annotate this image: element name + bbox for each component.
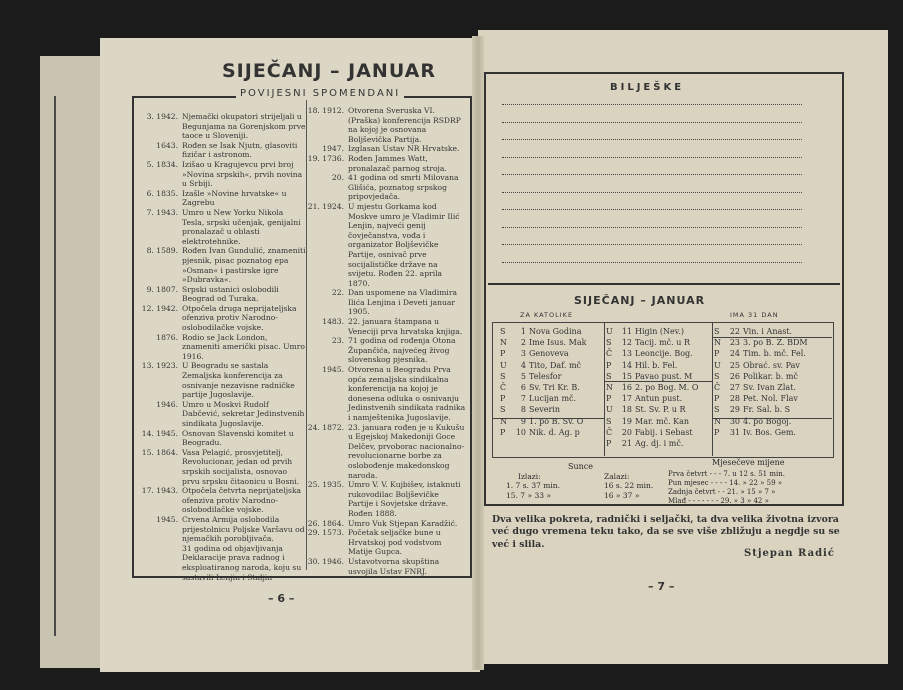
event-date: 6. 1835.: [146, 188, 178, 198]
event-text: Srpski ustanici oslobodili Beograd od Turaka.: [182, 284, 279, 304]
weekday-letter: U: [714, 360, 721, 370]
moon-heading: Mjesečeve mijene: [712, 458, 785, 467]
quote-text: Dva velika pokreta, radnički i seljački, ta dva velika životna izvora već dugo vremena teku tako, da se sve više zbližuju a negdje su se već i slila.: [492, 514, 840, 550]
event-date: 3. 1942.: [146, 112, 178, 121]
weekday-letter: S: [714, 327, 720, 336]
weekday-letter: P: [606, 394, 612, 404]
event-entry: [306, 423, 466, 481]
calendar-day-row: [714, 348, 808, 359]
event-text: Umro V. V. Kujbišev, istaknuti rukovodilac Boljševičke Partije i Sovjetske države. Rođen 1888.: [348, 480, 461, 518]
weekday-letter: P: [500, 427, 506, 437]
saint-name: Tim. b. mč. Fel.: [743, 349, 806, 359]
saint-name: Sv. Tri Kr. B.: [529, 383, 580, 393]
day-number: 12: [621, 338, 632, 348]
event-date: 14. 1945.: [141, 428, 178, 438]
day-number: 1: [520, 327, 526, 336]
calendar-day-row: [500, 382, 586, 393]
weekday-letter: P: [606, 360, 612, 370]
saint-name: Mar. mč. Kan: [635, 416, 690, 426]
event-entry: [306, 480, 466, 518]
event-date: 5. 1834.: [146, 159, 178, 169]
event-date: 21. 1924.: [307, 201, 344, 211]
event-text: Umro Vuk Stjepan Karadžić.: [348, 518, 458, 528]
calendar-day-row: [606, 438, 698, 449]
saint-name: Polikar. b. mč: [743, 371, 798, 381]
weekday-letter: S: [606, 416, 612, 426]
event-entry: [140, 189, 306, 208]
moon-row-2: Pun mjesec - - - - 14. » 22 » 59 »: [668, 479, 783, 487]
calendar-day-row: [714, 404, 808, 415]
page-gutter: [472, 36, 484, 670]
day-number: 23: [729, 338, 740, 348]
event-text: 31 godina od objavljivanja Deklaracije prava radnog i eksploatiranog naroda, koju su sastavili Lenjin i Staljin: [182, 543, 302, 582]
calendar-col-divider-2: [712, 322, 713, 456]
saint-name: Lucijan mč.: [529, 394, 577, 404]
weekday-letter: N: [714, 338, 721, 348]
event-entry: [140, 486, 306, 515]
event-text: Umro u Moskvi Rudolf Dabčević, sekretar Jedinstvenih sindikata Jugoslavije.: [182, 399, 305, 428]
event-entry: [306, 528, 466, 557]
calendar-day-row: [606, 416, 698, 427]
event-date: 9. 1807.: [146, 284, 178, 294]
day-number: 16: [621, 383, 632, 393]
day-number: 9: [520, 416, 526, 426]
saint-name: 2. po Bog. M. O: [635, 383, 699, 393]
event-entry: [140, 400, 306, 429]
weekday-letter: P: [606, 439, 612, 449]
event-text: Dan uspomene na Vladimira Ilića Lenjina i Deveti januar 1905.: [348, 288, 457, 317]
weekday-letter: S: [606, 371, 612, 381]
saint-name: Telesfor: [529, 371, 562, 381]
page-number-left: – 6 –: [268, 592, 295, 605]
event-text: Otvorena u Beogradu Prva opća zemaljska sindikalna konferencija na kojoj je donesena odluka o osnivanju Jedinstvenih sindikata radnika i namještenika Jugoslavije.: [348, 365, 466, 422]
day-number: 3: [520, 349, 526, 359]
weekday-letter: S: [500, 371, 506, 381]
calendar-day-row: [606, 393, 698, 404]
day-number: 6: [520, 383, 526, 393]
event-text: Otvorena Sveruska VI. (Praška) konferencija RSDRP na kojoj je osnovana Boljševička Partija.: [348, 106, 461, 144]
event-entry: [140, 285, 306, 304]
note-line: [502, 157, 802, 158]
note-line: [502, 174, 802, 175]
saint-name: Fabij. i Sebast: [635, 427, 693, 437]
event-text: Izišao u Kragujevcu prvi broj »Novina srpskih«, prvih novina u Srbiji.: [182, 159, 303, 189]
calendar-day-row: [500, 404, 586, 415]
saint-name: Genoveva: [529, 349, 569, 359]
notes-title: BILJEŠKE: [610, 82, 685, 93]
calendar-day-row: [500, 348, 586, 359]
day-number: 24: [729, 349, 740, 359]
saint-name: Fr. Sal. b. S: [743, 405, 791, 415]
saint-name: Iv. Bos. Gem.: [743, 427, 796, 437]
saint-name: Pavao pust. M: [635, 371, 693, 381]
event-entry: [306, 106, 466, 144]
day-number: 20: [621, 427, 632, 437]
weekday-letter: N: [500, 338, 507, 348]
event-text: Početak seljačke bune u Hrvatskoj pod vodstvom Matije Gupca.: [348, 528, 442, 557]
event-date: 1946.: [156, 399, 178, 409]
calendar-day-row: [606, 371, 698, 382]
event-date: 1643.: [156, 140, 178, 150]
event-text: Otpočela četvrta neprijateljska ofenziva protiv Narodno-oslobodilačke vojske.: [182, 486, 302, 515]
event-date: 25. 1935.: [307, 480, 344, 490]
day-number: 5: [520, 371, 526, 381]
event-date: 15. 1864.: [141, 447, 178, 457]
saint-name: 1. po B. Sv. O: [529, 416, 584, 426]
event-text: Izašle »Novine hrvatske« u Zagrebu: [182, 188, 287, 208]
weekday-letter: N: [500, 416, 507, 426]
event-entry: [140, 112, 306, 141]
event-entry: [306, 202, 466, 288]
weekday-letter: N: [606, 383, 613, 393]
sunrise-label: Izlazi:: [518, 472, 541, 481]
event-entry: [140, 160, 306, 189]
event-date: 18. 1912.: [307, 106, 344, 115]
event-entry: [140, 246, 306, 284]
saint-name: Antun pust.: [635, 394, 683, 404]
calendar-day-row: [500, 360, 586, 371]
note-line: [502, 192, 802, 193]
event-date: 24. 1872.: [307, 422, 344, 432]
event-date: 26. 1864.: [307, 518, 344, 528]
calendar-day-row: [500, 427, 586, 438]
event-text: Izglasan Ustav NR Hrvatske.: [348, 144, 460, 154]
event-entry: [140, 361, 306, 399]
event-entry: [306, 144, 466, 154]
event-date: 23.: [331, 336, 344, 346]
calendar-day-row: [500, 416, 586, 427]
weekday-letter: P: [714, 394, 720, 404]
saint-name: Leoncije. Bog.: [635, 349, 693, 359]
weekday-letter: U: [606, 327, 613, 336]
event-text: 22. januara štampana u Veneciji prva hrvatska knjiga.: [348, 317, 463, 336]
event-text: Vasa Pelagić, prosvjetitelj, Revolucionar, jedan od prvih srpskih socijalista, osnovao prvu srpsku čitaonicu u Bosni.: [182, 447, 300, 486]
note-line: [502, 209, 802, 210]
calendar-column-3: [714, 326, 808, 438]
saint-name: Vin. i Anast.: [743, 327, 793, 336]
saint-name: Ag. dj. i mč.: [635, 439, 684, 449]
calendar-day-row: [714, 337, 808, 348]
calendar-day-row: [500, 326, 586, 337]
calendar-title: SIJEČANJ – JANUAR: [574, 294, 706, 307]
page-number-right: – 7 –: [648, 580, 675, 593]
section-subtitle: POVIJESNI SPOMENDANI: [236, 88, 404, 99]
sunset-row-2: 16 » 37 »: [604, 491, 640, 500]
weekday-letter: P: [714, 427, 720, 437]
event-text: U mjestu Gorkama kod Moskve umro je Vladimir Ilić Lenjin, najveći genij čovječanstva, vođa i organizator Boljševičke Partije, osnivač prve socijalističke države na svijetu. Rođen 22. aprila 1870.: [348, 201, 460, 288]
calendar-day-row: [714, 427, 808, 438]
day-number: 27: [729, 383, 740, 393]
event-entry: [306, 173, 466, 202]
event-entry: [140, 141, 306, 160]
saint-name: Obrać. sv. Pav: [743, 360, 800, 370]
calendar-column-2: [606, 326, 698, 449]
day-number: 15: [621, 371, 632, 381]
weekday-letter: P: [714, 349, 720, 359]
event-date: 30. 1946.: [307, 556, 344, 566]
day-number: 22: [729, 327, 740, 336]
weekday-letter: S: [500, 405, 506, 415]
event-text: 23. januara rođen je u Kukušu u Egejskoj Makedoniji Goce Delčev, prvoborac nacionalno-revolucionarne borbe za oslobođenje makedonskog naroda.: [348, 422, 465, 480]
saint-name: Tito, Daf. mč: [529, 360, 582, 370]
calendar-day-row: [714, 360, 808, 371]
day-number: 8: [520, 405, 526, 415]
sun-heading: Sunce: [568, 462, 593, 471]
weekday-letter: S: [500, 327, 506, 336]
calendar-day-row: [714, 416, 808, 427]
moon-row-3: Zadnja četvrt - - 21. » 15 » 7 »: [668, 488, 776, 496]
event-entry: [306, 288, 466, 317]
day-number: 7: [520, 394, 526, 404]
event-text: Rođen Ivan Gundulić, znameniti pjesnik, pisac poznatog epa »Osman« i pastirske igre »Dubravka«.: [182, 246, 306, 285]
event-entry: [140, 333, 306, 362]
event-date: 7. 1943.: [146, 207, 178, 217]
day-number: 4: [520, 360, 526, 370]
calendar-day-row: [606, 404, 698, 415]
day-number: 29: [729, 405, 740, 415]
event-text: Rođen Jammes Watt, pronalazač parnog stroja.: [348, 153, 447, 173]
event-entry: [306, 317, 466, 336]
weekday-letter: S: [714, 405, 720, 415]
calendar-column-1: [500, 326, 586, 438]
calendar-day-row: [606, 382, 698, 393]
note-line: [502, 244, 802, 245]
weekday-letter: Č: [500, 383, 507, 393]
calendar-day-row: [606, 348, 698, 359]
saint-name: 3. po B. Z. BDM: [743, 338, 808, 348]
calendar-col-divider-1: [604, 322, 605, 456]
saint-name: 4. po Bogoj.: [743, 416, 792, 426]
weekday-letter: P: [500, 349, 506, 359]
event-text: Otpočela druga neprijateljska ofenziva protiv Narodno-oslobodilačke vojske.: [182, 303, 297, 333]
event-date: 1945.: [322, 365, 344, 375]
event-text: 71 godina od rođenja Otona Župančića, najvećeg živog slovenskog pjesnika.: [348, 336, 456, 365]
saint-name: Nova Godina: [529, 327, 582, 336]
sunrise-row-1: 1. 7 s. 37 min.: [506, 481, 560, 490]
calendar-day-row: [606, 337, 698, 348]
event-entry: [140, 429, 306, 448]
event-text: Ustavotvorna skupština usvojila Ustav FNRJ.: [348, 556, 440, 576]
sunset-label: Zalazi:: [604, 472, 630, 481]
day-number: 10: [515, 427, 526, 437]
day-number: 14: [621, 360, 632, 370]
event-entry: [140, 515, 306, 544]
day-number: 26: [729, 371, 740, 381]
event-entry: [306, 519, 466, 529]
events-column-left: [140, 112, 306, 582]
event-text: Osnovan Slavenski komitet u Beogradu.: [182, 428, 294, 448]
event-text: U Beogradu se sastala Zemaljska konferencija za osnivanje nezavisne radničke partije Jugoslavije.: [182, 361, 295, 400]
event-entry: [306, 154, 466, 173]
event-date: 1947.: [322, 144, 344, 154]
note-line: [502, 139, 802, 140]
weekday-letter: Č: [606, 349, 613, 359]
weekday-letter: S: [714, 371, 720, 381]
day-number: 17: [621, 394, 632, 404]
moon-row-1: Prva četvrt - - - 7. u 12 s. 51 min.: [668, 470, 785, 478]
day-number: 13: [621, 349, 632, 359]
event-entry: [306, 557, 466, 576]
weekday-letter: Č: [606, 427, 613, 437]
event-date: 20.: [331, 173, 344, 183]
saint-name: Ime Isus. Mak: [529, 338, 587, 348]
day-number: 28: [729, 394, 740, 404]
event-text: Rodio se Jack London, znameniti američki pisac. Umro 1916.: [182, 332, 305, 361]
event-entry: [140, 304, 306, 333]
saint-name: St. Sv. P. u R: [635, 405, 686, 415]
calendar-day-row: [714, 371, 808, 382]
event-date: 19. 1736.: [307, 153, 344, 163]
saint-name: Pet. Nol. Flav: [743, 394, 798, 404]
event-date: 8. 1589.: [146, 246, 178, 256]
event-entry: [140, 544, 306, 582]
event-date: 12. 1942.: [141, 303, 178, 313]
saint-name: Severin: [529, 405, 561, 415]
day-number: 30: [729, 416, 740, 426]
weekday-letter: S: [606, 338, 612, 348]
note-line: [502, 122, 802, 123]
event-text: Njemački okupatori strijeljali u Begunjama na Gorenjskom prve taoce u Sloveniji.: [182, 112, 306, 141]
day-number: 19: [621, 416, 632, 426]
event-text: Crvena Armija oslobodila prijestolnicu Poljske Varšavu od njemačkih porobljivača.: [182, 514, 305, 544]
calendar-day-row: [714, 393, 808, 404]
event-date: 1876.: [156, 332, 178, 342]
event-date: 22.: [331, 288, 344, 298]
event-text: 41 godina od smrti Milovana Glišića, poznatog srpskog pripovjedača.: [348, 173, 459, 202]
event-date: 13. 1923.: [141, 361, 178, 371]
weekday-letter: P: [500, 394, 506, 404]
events-column-right: [306, 106, 466, 576]
calendar-day-row: [500, 371, 586, 382]
event-entry: [306, 365, 466, 423]
saint-name: Nik. d. Ag. p: [529, 427, 580, 437]
page-title: SIJEČANJ – JANUAR: [222, 60, 437, 82]
weekday-letter: U: [500, 360, 507, 370]
event-date: [140, 544, 182, 582]
day-number: 18: [621, 405, 632, 415]
day-number: 21: [621, 439, 632, 449]
day-number: 31: [729, 427, 740, 437]
calendar-day-row: [606, 427, 698, 438]
calendar-subtitle-right: IMA 31 DAN: [730, 311, 779, 319]
weekday-letter: U: [606, 405, 613, 415]
note-line: [502, 262, 802, 263]
calendar-subtitle-left: ZA KATOLIKE: [520, 311, 574, 319]
event-text: Rođen se Isak Njutn, glasoviti fizičar i astronom.: [182, 140, 298, 160]
saint-name: Sv. Ivan Zlat.: [743, 383, 796, 393]
calendar-day-row: [606, 360, 698, 371]
moon-row-4: Mlađ - - - - - - - 29. » 3 » 42 »: [668, 497, 769, 505]
notes-bottom-rule: [488, 283, 840, 285]
calendar-day-row: [500, 393, 586, 404]
note-line: [502, 104, 802, 105]
sunset-row-1: 16 s. 22 min.: [604, 481, 654, 490]
event-entry: [306, 336, 466, 365]
sunrise-row-2: 15. 7 » 33 »: [506, 491, 551, 500]
event-date: 1483.: [322, 317, 344, 327]
event-entry: [140, 208, 306, 246]
calendar-day-row: [500, 337, 586, 348]
calendar-day-row: [606, 326, 698, 337]
saint-name: Hil. b. Fel.: [635, 360, 678, 370]
event-date: 29. 1573.: [307, 528, 344, 538]
weekday-letter: N: [714, 416, 721, 426]
saint-name: Higin (Nev.): [635, 327, 684, 336]
saint-name: Tacij. mč. u R: [635, 338, 690, 348]
day-number: 11: [621, 327, 632, 336]
event-text: Umro u New Yorku Nikola Tesla, srpski učenjak, genijalni pronalazač u oblasti elektrotehnike.: [182, 207, 301, 246]
calendar-day-row: [714, 326, 808, 337]
weekday-letter: Č: [714, 383, 721, 393]
day-number: 25: [729, 360, 740, 370]
calendar-day-row: [714, 382, 808, 393]
event-date: 17. 1943.: [141, 486, 178, 496]
day-number: 2: [520, 338, 526, 348]
event-date: 1945.: [156, 514, 178, 524]
quote-author: Stjepan Radić: [744, 548, 835, 559]
event-entry: [140, 448, 306, 486]
note-line: [502, 227, 802, 228]
